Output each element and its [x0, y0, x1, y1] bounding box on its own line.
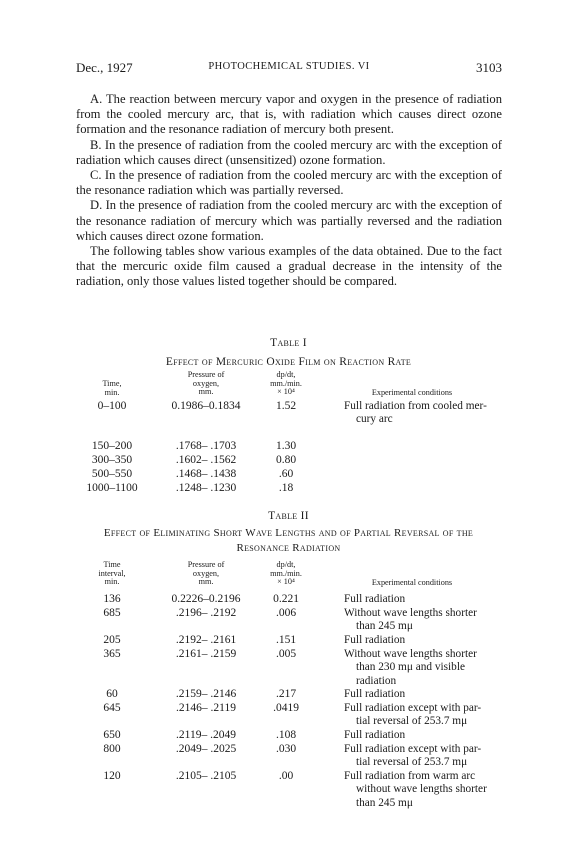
- experimental-conditions: Full radiation: [344, 593, 406, 605]
- experimental-conditions: Without wave lengths shorter than 230 mμ and visible radiation: [344, 648, 477, 687]
- table2-label: Table II: [268, 510, 309, 522]
- issue-date: Dec., 1927: [76, 60, 133, 75]
- experimental-conditions: Full radiation: [344, 688, 406, 700]
- table2-title-line2: Resonance Radiation: [236, 542, 341, 554]
- paragraph-d: D. In the presence of radiation from the cooled mercury arc with the exception of the resonance radiation of mercury which was partially reversed and the radiation which causes direct ozone formation.: [76, 198, 502, 243]
- table2-title-line1: Effect of Eliminating Short Wave Lengths and of Partial Reversal of the: [103, 527, 474, 539]
- experimental-conditions: Full radiation except with par- tial reversal of 253.7 mμ: [344, 743, 482, 769]
- page-number: 3103: [476, 60, 502, 75]
- body-text: [76, 92, 502, 290]
- table2-header-pressure: Pressure of oxygen, mm.: [187, 560, 225, 587]
- running-header: [76, 60, 502, 80]
- paragraph-tables-intro: The following tables show various examples of the data obtained. Due to the fact that the mercuric oxide film caused a gradual decrease in the intensity of the radiation, only those values listed together should be compared.: [76, 244, 502, 289]
- table1-title: Effect of Mercuric Oxide Film on Reaction Rate: [165, 356, 412, 368]
- table1-header-pressure: Pressure of oxygen, mm.: [187, 370, 225, 397]
- experimental-conditions: Full radiation: [344, 729, 406, 741]
- paragraph-b: B. In the presence of radiation from the cooled mercury arc with the exception of radiation which causes direct (unsensitized) ozone formation.: [76, 137, 502, 167]
- table2-header-rate: dp/dt, mm./min. × 10⁴: [270, 560, 302, 587]
- table2-header-time: Time interval, min.: [98, 560, 126, 587]
- running-title: PHOTOCHEMICAL STUDIES. VI: [208, 61, 370, 72]
- experimental-conditions: Full radiation: [344, 634, 406, 646]
- experimental-conditions: Full radiation from warm arc without wave lengths shorter than 245 mμ: [344, 770, 487, 809]
- table1-header-conditions: Experimental conditions: [371, 388, 453, 397]
- table1-header-time: Time, min.: [102, 379, 122, 397]
- table1-label: Table I: [270, 337, 307, 349]
- paragraph-a: A. The reaction between mercury vapor and oxygen in the presence of radiation from the cooled mercury arc, that is, with radiation which causes direct ozone formation and the resonance radiation of mercury both present.: [76, 92, 502, 137]
- experimental-conditions: Without wave lengths shorter than 245 mμ: [344, 607, 477, 633]
- journal-page: Dec., 1927 PHOTOCHEMICAL STUDIES. VI 3103 A. The reaction between mercury vapor and oxygen in the presence of radiation from the cooled mercury arc, that is, with radiation which causes direct ozone formation and the resonance radiation of mercury both present. B. In the presence of radiation from the cooled mercury arc with the exception of radiation which causes direct (unsensitized) ozone formation. C. In the presence of radiation from the cooled mercury arc with the exception of the resonance radiation which was partially reversed. D. In the presence of radiation from the cooled mercury arc with the exception of the resonance radiation of mercury which was partially reversed and the radiation which causes direct ozone formation. The following tables show various examples of the data obtained. Due to the fact that the mercuric oxide film caused a gradual decrease in the intensity of the radiation, only those values listed together should be compared. Table I Effect of Mercuric Oxide Film on Reaction Rate Time, min. Pressure of oxygen, mm. dp/dt, mm./min. × 10⁴ Experimental conditions 0–100 0.1986–0.1834 1.52 Full radiation from cooled mer- cury arc 150–200 .1768– .1703 1.30 300–350 .1602– .1562 0.80 500–550 .1468– .1438 .60 1000–1100 .1248– .1230 .18 Table II Effect of Eliminating Short Wave Lengths and of Partial Reversal of the Resonance Radiation Time interval, min. Pressure of oxygen, mm. dp/dt, mm./min. × 10⁴ Experimental conditions 136 0.2226–0.2196 0.221 Full radiation 685 .2196– .2192 .006 Without wave lengths shorter than 245 mμ 205 .2192– .2161 .151 Full radiation 365 .2161– .2159 .005 Without wave lengths shorter than 230 mμ and visible radiation 60 .2159– .2146 .217 Full radiation 645 .2146– .2119 .0419 Full radiation except with par- tial reversal of 253.7 mμ 650 .2119– .2049 .108 Full radiation 800 .2049– .2025 .030 Full radiation except with par- tial reversal of 253.7 mμ 120 .2105– .2105 .00 Full radiation from warm arc without wave lengths shorter than 245 mμ: [0, 0, 577, 855]
- table2-header-conditions: Experimental conditions: [371, 578, 453, 587]
- experimental-conditions: Full radiation except with par- tial reversal of 253.7 mμ: [344, 702, 482, 728]
- table1-header-rate: dp/dt, mm./min. × 10⁴: [270, 370, 302, 397]
- paragraph-c: C. In the presence of radiation from the cooled mercury arc with the exception of the resonance radiation which was partially reversed.: [76, 168, 502, 198]
